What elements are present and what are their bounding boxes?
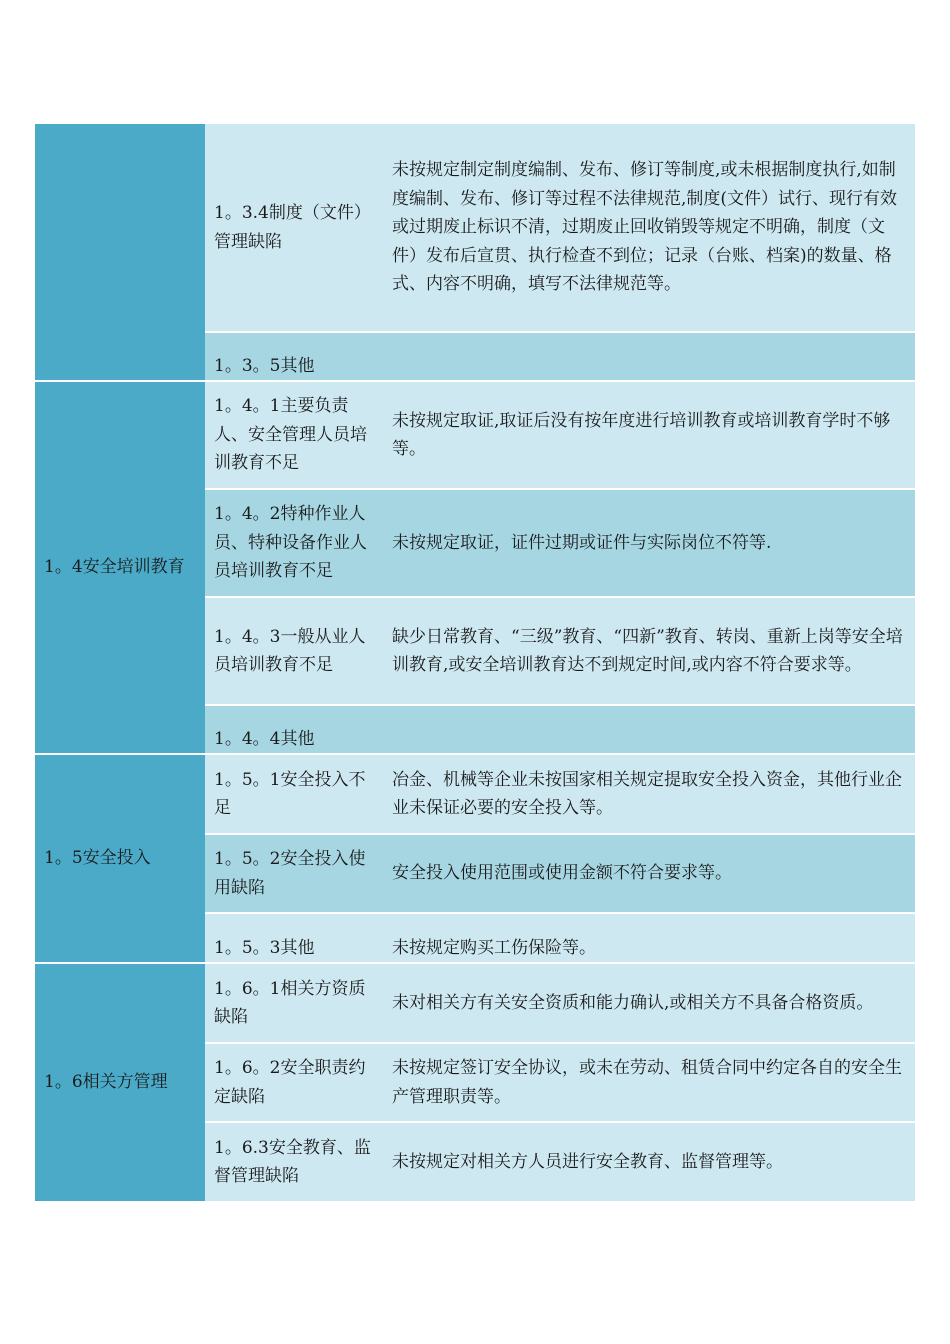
table-row <box>35 381 915 489</box>
hazard-classification-table <box>35 124 915 1201</box>
description-cell: 安全投入使用范围或使用金额不符合要求等。 <box>383 834 915 913</box>
subcategory-cell: 1。5。3其他 <box>205 913 383 963</box>
description-cell: 未对相关方有关安全资质和能力确认,或相关方不具备合格资质。 <box>383 963 915 1043</box>
subcategory-cell: 1。6。1相关方资质缺陷 <box>205 963 383 1043</box>
subcategory-cell: 1。4。3一般从业人员培训教育不足 <box>205 597 383 705</box>
subcategory-cell: 1。6.3安全教育、监督管理缺陷 <box>205 1122 383 1201</box>
category-cell: 1。4安全培训教育 <box>35 381 205 754</box>
description-cell <box>383 705 915 754</box>
description-cell: 缺少日常教育、“三级”教育、“四新”教育、转岗、重新上岗等安全培训教育,或安全培训教育达不到规定时间,或内容不符合要求等。 <box>383 597 915 705</box>
category-cell <box>35 124 205 381</box>
subcategory-cell: 1。4。1主要负责人、安全管理人员培训教育不足 <box>205 381 383 489</box>
table-row <box>35 124 915 332</box>
subcategory-cell: 1。3。5其他 <box>205 332 383 381</box>
description-cell: 未按规定对相关方人员进行安全教育、监督管理等。 <box>383 1122 915 1201</box>
description-cell: 未按规定购买工伤保险等。 <box>383 913 915 963</box>
subcategory-cell: 1。4。4其他 <box>205 705 383 754</box>
description-cell: 冶金、机械等企业未按国家相关规定提取安全投入资金，其他行业企业未保证必要的安全投入等。 <box>383 754 915 834</box>
table-row <box>35 963 915 1043</box>
description-cell: 未按规定取证，证件过期或证件与实际岗位不符等. <box>383 489 915 597</box>
category-cell: 1。5安全投入 <box>35 754 205 963</box>
table-row <box>35 754 915 834</box>
category-cell: 1。6相关方管理 <box>35 963 205 1201</box>
description-cell: 未按规定签订安全协议，或未在劳动、租赁合同中约定各自的安全生产管理职责等。 <box>383 1043 915 1122</box>
subcategory-cell: 1。4。2特种作业人员、特种设备作业人员培训教育不足 <box>205 489 383 597</box>
description-cell: 未按规定取证,取证后没有按年度进行培训教育或培训教育学时不够等。 <box>383 381 915 489</box>
subcategory-cell: 1。3.4制度（文件）管理缺陷 <box>205 124 383 332</box>
subcategory-cell: 1。5。2安全投入使用缺陷 <box>205 834 383 913</box>
subcategory-cell: 1。6。2安全职责约定缺陷 <box>205 1043 383 1122</box>
subcategory-cell: 1。5。1安全投入不足 <box>205 754 383 834</box>
description-cell: 未按规定制定制度编制、发布、修订等制度,或未根据制度执行,如制度编制、发布、修订等过程不法律规范,制度(文件）试行、现行有效或过期废止标识不清，过期废止回收销毁等规定不明确，制度（文件）发布后宣贯、执行检查不到位；记录（台账、档案)的数量、格式、内容不明确，填写不法律规范等。 <box>383 124 915 332</box>
description-cell <box>383 332 915 381</box>
